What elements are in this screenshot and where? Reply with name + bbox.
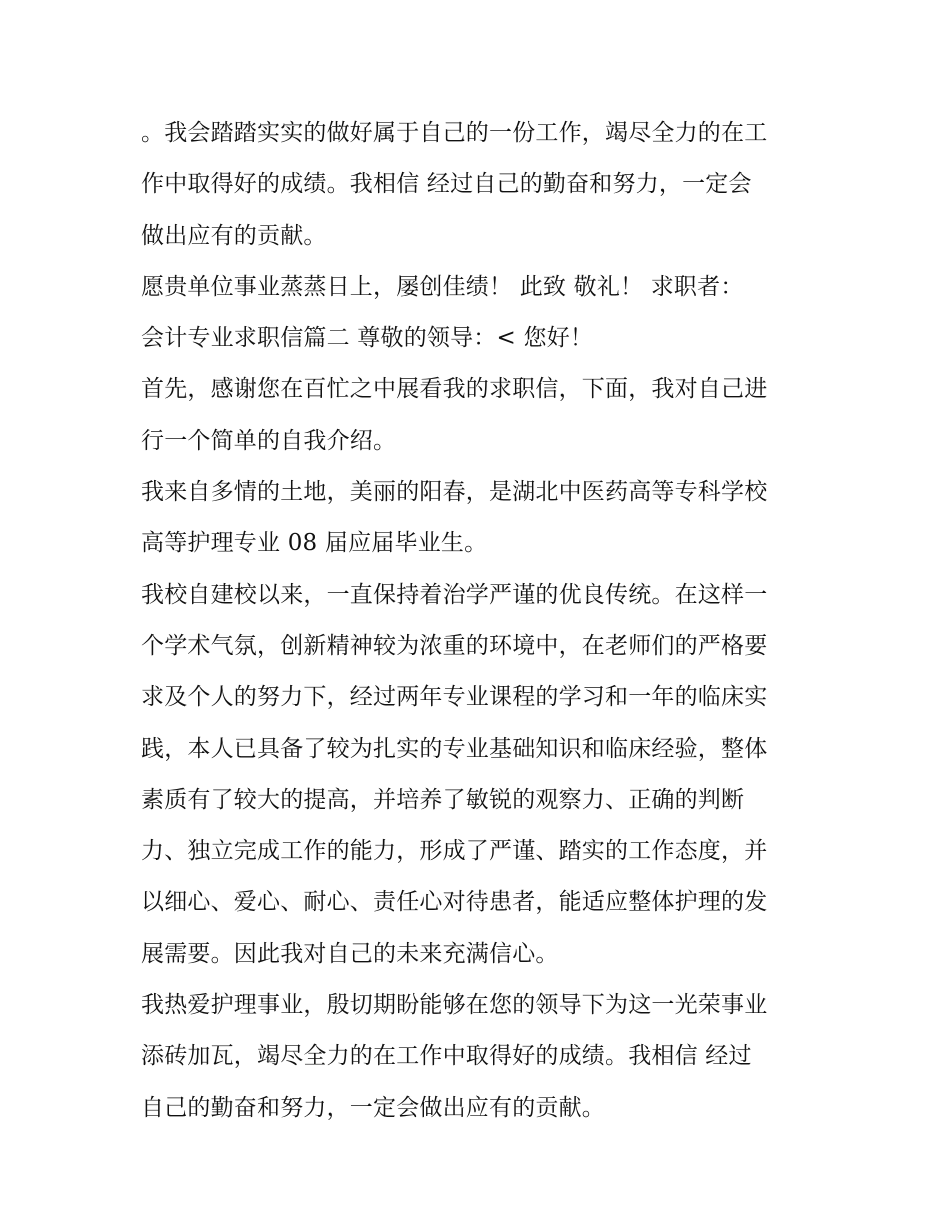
text-line: 。我会踏踏实实的做好属于自己的一份工作，竭尽全力的在工	[141, 120, 768, 146]
text-line: 做出应有的贡献。	[141, 222, 327, 249]
document-body	[141, 108, 821, 1134]
text-line: 我校自建校以来，一直保持着治学严谨的优良传统。在这样一	[141, 581, 768, 608]
text-line: 自己的勤奋和努力，一定会做出应有的贡献。	[141, 1094, 605, 1121]
text-line: 作中取得好的成绩。我相信 经过自己的勤奋和努力，一定会	[141, 171, 752, 198]
text-line: 展需要。因此我对自己的未来充满信心。	[141, 940, 559, 967]
text-line: 以细心、爱心、耐心、责任心对待患者，能适应整体护理的发	[141, 889, 768, 916]
text-line: 首先，感谢您在百忙之中展看我的求职信，下面，我对自己进	[141, 376, 768, 403]
text-line: 行一个简单的自我介绍。	[141, 427, 397, 454]
text-line: 力、独立完成工作的能力，形成了严谨、踏实的工作态度，并	[141, 838, 768, 865]
text-line: 我来自多情的土地，美丽的阳春，是湖北中医药高等专科学校	[141, 479, 768, 506]
text-line: 我热爱护理事业，殷切期盼能够在您的领导下为这一光荣事业	[141, 992, 768, 1019]
text-line: 会计专业求职信篇二 尊敬的领导：< 您好！	[141, 325, 594, 352]
text-line: 个学术气氛，创新精神较为浓重的环境中，在老师们的严格要	[141, 632, 768, 659]
text-line: 素质有了较大的提高，并培养了敏锐的观察力、正确的判断	[141, 786, 745, 813]
text-line: 添砖加瓦，竭尽全力的在工作中取得好的成绩。我相信 经过	[141, 1043, 752, 1070]
text-line: 求及个人的努力下，经过两年专业课程的学习和一年的临床实	[141, 684, 768, 711]
text-line: 践，本人已具备了较为扎实的专业基础知识和临床经验，整体	[141, 735, 768, 762]
text-line: 愿贵单位事业蒸蒸日上，屡创佳绩！ 此致 敬礼！ 求职者：	[141, 273, 744, 300]
text-line: 高等护理专业 08 届应届毕业生。	[141, 530, 488, 557]
